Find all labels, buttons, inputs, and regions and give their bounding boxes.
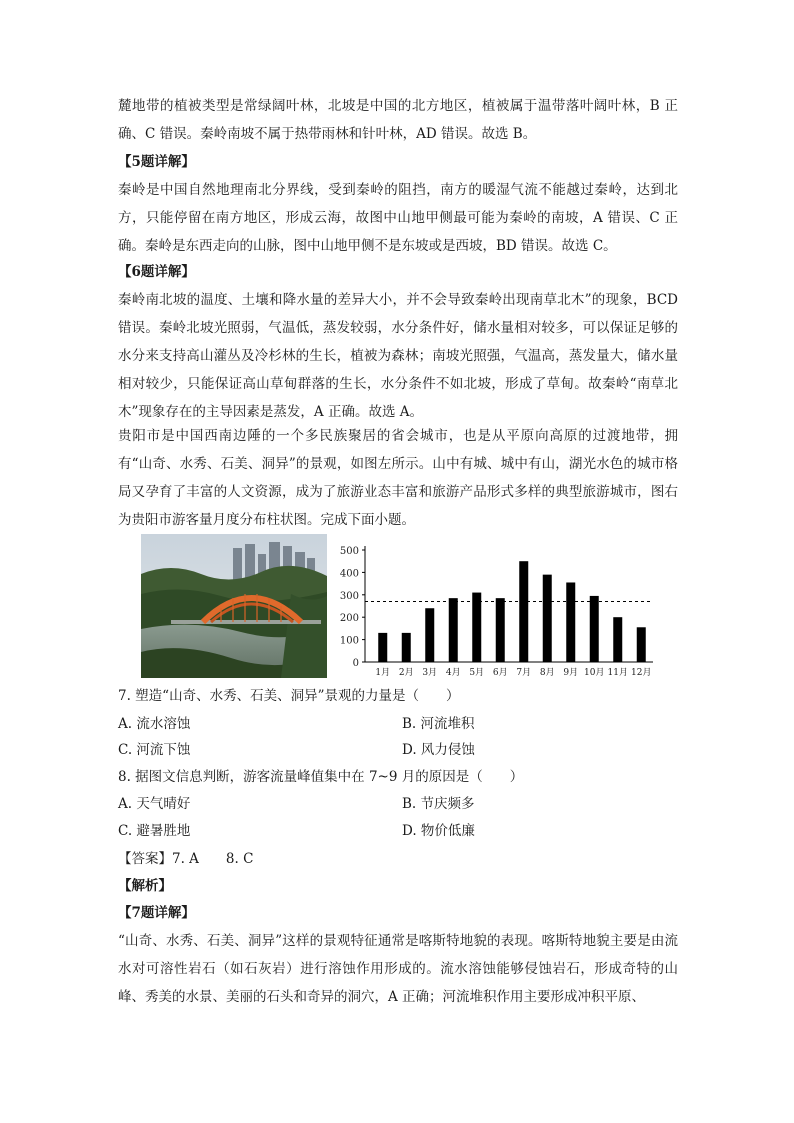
q8-option-a[interactable]: A. 天气晴好 [118,796,191,812]
y-tick-label: 300 [339,590,359,602]
question-8: 8. 据图文信息判断，游客流量峰值集中在 7~9 月的原因是（ ） [118,769,524,785]
heading-q6-detail: 【6题详解】 [118,264,195,280]
paragraph-q6: 秦岭南北坡的温度、土壤和降水量的差异大小，并不会导致秦岭出现南草北木”的现象，BCD 错误。秦岭北坡光照弱，气温低，蒸发较弱，水分条件好，储水量相对较多，可以保证足够的水分来支持高山灌丛及冷杉林的生长，植被为森林；南坡光照强，气温高，蒸发量大，储水量相对较少，只能保证高山草甸群落的生长，水分条件不如北坡，形成了草甸。故秦岭“南草北木”现象存在的主导因素是蒸发，A 正确。故选 A。 [118,292,678,420]
bar [637,627,646,662]
q8-option-b[interactable]: B. 节庆频多 [402,796,475,812]
q7-option-a[interactable]: A. 流水溶蚀 [118,716,191,732]
x-tick-label: 4月 [445,668,461,678]
bar [519,561,528,662]
x-tick-label: 1月 [375,668,391,678]
bar [496,598,505,662]
monthly-tourist-bar-chart [333,540,663,682]
y-tick-label: 100 [339,635,359,647]
x-tick-label: 2月 [398,668,414,678]
x-tick-label: 6月 [492,668,508,678]
bar [378,633,387,662]
x-tick-label: 12月 [631,668,652,678]
bar [425,608,434,662]
bar [543,575,552,662]
bar [590,596,599,662]
y-tick-label: 400 [339,568,359,580]
q7-option-b[interactable]: B. 河流堆积 [402,716,475,732]
answer-line: 【答案】7. A 8. C [118,851,254,867]
bar [566,582,575,662]
y-tick-label: 0 [352,658,359,669]
bar [402,633,411,662]
paragraph-q4-end: 麓地带的植被类型是常绿阔叶林，北坡是中国的北方地区，植被属于温带落叶阔叶林，B 正确、C 错误。秦岭南坡不属于热带雨林和针叶林，AD 错误。故选 B。 [118,98,678,142]
q7-option-c[interactable]: C. 河流下蚀 [118,742,191,758]
bar [472,593,481,662]
y-tick-label: 200 [339,613,359,625]
question-7: 7. 塑造“山奇、水秀、石美、洞异”景观的力量是（ ） [118,688,460,704]
x-tick-label: 11月 [607,668,628,678]
bar [449,598,458,662]
x-tick-label: 9月 [563,668,579,678]
x-tick-label: 10月 [584,668,605,678]
x-tick-label: 8月 [539,668,555,678]
guiyang-landscape-photo [141,534,327,678]
x-tick-label: 3月 [422,668,438,678]
bar [613,617,622,662]
x-tick-label: 5月 [469,668,485,678]
heading-analysis: 【解析】 [118,878,172,894]
y-tick-label: 500 [339,546,359,557]
heading-q7-detail: 【7题详解】 [118,905,195,921]
q8-option-c[interactable]: C. 避暑胜地 [118,823,191,839]
x-tick-label: 7月 [516,668,532,678]
q7-option-d[interactable]: D. 风力侵蚀 [402,742,475,758]
paragraph-q7: “山奇、水秀、石美、洞异”这样的景观特征通常是喀斯特地貌的表现。喀斯特地貌主要是由流水对可溶性岩石（如石灰岩）进行溶蚀作用形成的。流水溶蚀能够侵蚀岩石，形成奇特的山峰、秀美的水景、美丽的石头和奇异的洞穴，A 正确；河流堆积作用主要形成冲积平原、 [118,933,678,1005]
paragraph-intro: 贵阳市是中国西南边陲的一个多民族聚居的省会城市，也是从平原向高原的过渡地带，拥有“山奇、水秀、石美、洞异”的景观，如图左所示。山中有城、城中有山，湖光水色的城市格局又孕育了丰富的人文资源，成为了旅游业态丰富和旅游产品形式多样的典型旅游城市，图右为贵阳市游客量月度分布柱状图。完成下面小题。 [118,428,678,528]
paragraph-q5: 秦岭是中国自然地理南北分界线，受到秦岭的阻挡，南方的暖湿气流不能越过秦岭，达到北方，只能停留在南方地区，形成云海，故图中山地甲侧最可能为秦岭的南坡，A 错误、C 正确。秦岭是东西走向的山脉，图中山地甲侧不是东坡或是西坡，BD 错误。故选 C。 [118,182,678,254]
heading-q5-detail: 【5题详解】 [118,154,195,170]
q8-option-d[interactable]: D. 物价低廉 [402,823,475,839]
